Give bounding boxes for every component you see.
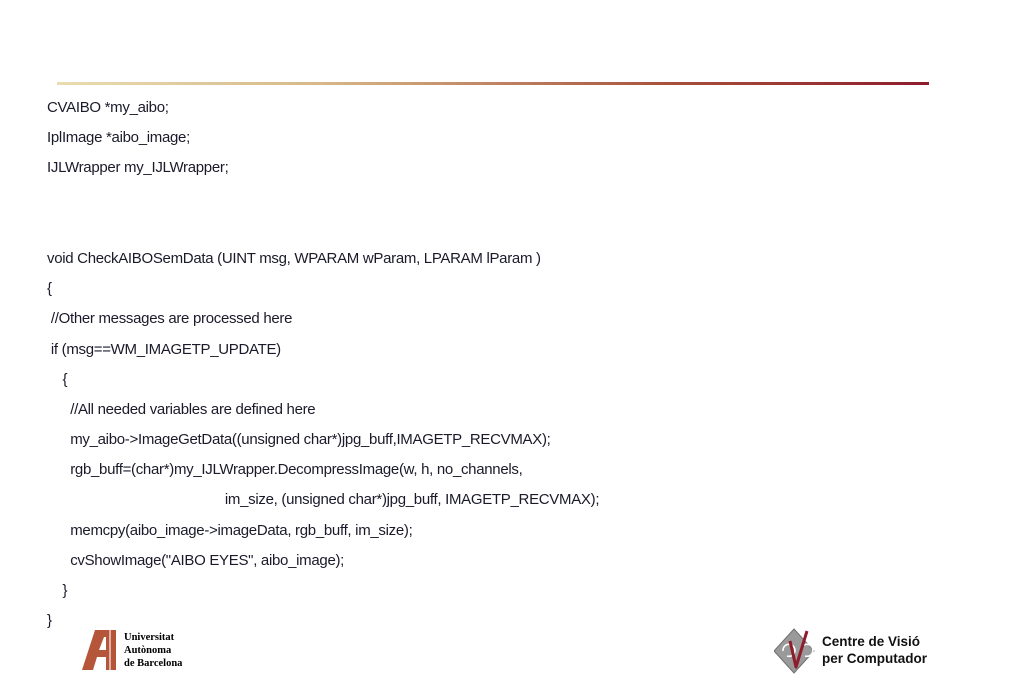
code-line: } bbox=[47, 612, 52, 630]
uab-line-2: Autònoma bbox=[124, 645, 172, 656]
uab-logo-text bbox=[124, 631, 182, 670]
code-line: { bbox=[47, 370, 68, 388]
code-line: { bbox=[47, 280, 52, 298]
cvc-line-2: per Computador bbox=[822, 651, 928, 666]
uab-line-1: Universitat bbox=[124, 632, 175, 643]
code-line: IJLWrapper my_IJLWrapper; bbox=[47, 159, 229, 177]
code-line: } bbox=[47, 582, 68, 599]
code-line: my_aibo->ImageGetData((unsigned char*)jpg_buff,IMAGETP_RECVMAX); bbox=[47, 431, 551, 449]
code-line: //Other messages are processed here bbox=[47, 310, 293, 328]
uab-line-3: de Barcelona bbox=[124, 658, 183, 669]
code-line: memcpy(aibo_image->imageData, rgb_buff, im_size); bbox=[47, 521, 413, 539]
code-line: //All needed variables are defined here bbox=[47, 400, 316, 418]
code-line: cvShowImage("AIBO EYES", aibo_image); bbox=[47, 551, 345, 569]
code-line bbox=[47, 214, 599, 244]
code-line: void CheckAIBOSemData (UINT msg, WPARAM wParam, LPARAM lParam ) bbox=[47, 249, 541, 267]
code-line: rgb_buff=(char*)my_IJLWrapper.DecompressImage(w, h, no_channels, bbox=[47, 461, 523, 479]
code-line: CVAIBO *my_aibo; bbox=[47, 99, 169, 116]
cvc-line-1: Centre de Visió bbox=[822, 634, 921, 649]
code-line: im_size, (unsigned char*)jpg_buff, IMAGETP_RECVMAX); bbox=[47, 491, 600, 509]
code-line: if (msg==WM_IMAGETP_UPDATE) bbox=[47, 340, 281, 358]
code-listing bbox=[47, 93, 599, 636]
code-line bbox=[47, 184, 599, 214]
cvc-logo-text bbox=[822, 633, 927, 667]
cvc-logo-icon bbox=[774, 627, 818, 675]
header-divider bbox=[57, 82, 929, 85]
uab-logo-icon bbox=[82, 630, 116, 670]
code-line: IplImage *aibo_image; bbox=[47, 129, 190, 147]
